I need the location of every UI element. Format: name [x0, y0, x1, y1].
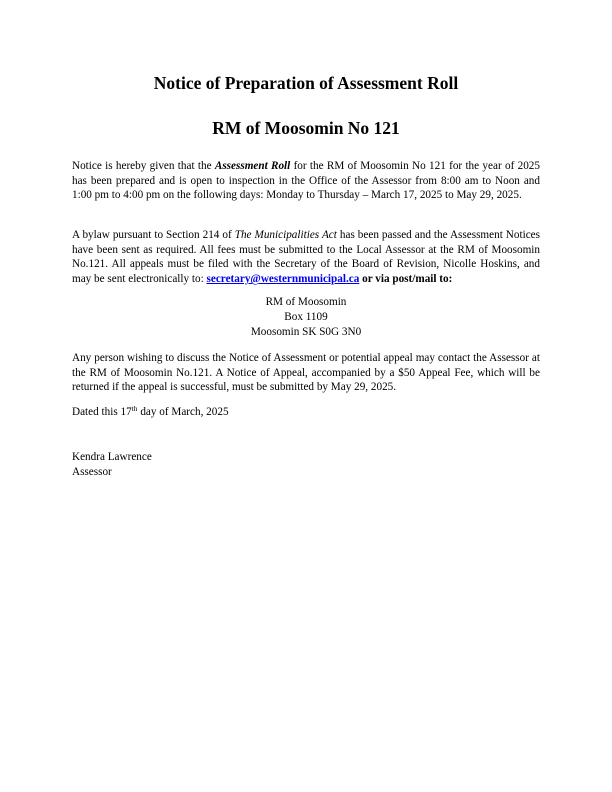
- dated-line: [72, 405, 540, 420]
- municipalities-act-title: The Municipalities Act: [234, 229, 337, 241]
- document-title: Notice of Preparation of Assessment Roll: [153, 73, 459, 93]
- dated-ordinal-suffix: th: [131, 404, 138, 413]
- address-line-1: RM of Moosomin: [265, 296, 347, 308]
- paragraph-bylaw-appeals: [72, 228, 540, 287]
- p2-text-c: or via post/mail to:: [359, 273, 453, 286]
- dated-rest: day of March, 2025: [137, 406, 229, 418]
- signatory-name: Kendra Lawrence: [72, 451, 152, 463]
- signatory-role: Assessor: [72, 466, 112, 478]
- paragraph-assessment-roll: [72, 159, 540, 203]
- paragraph-contact-assessor: Any person wishing to discuss the Notice of Assessment or potential appeal may contact the Assessor at the RM of Moosomin No.121. A Notice of Appeal, accompanied by a $50 Appeal Fee, which will be returned if the appeal is successful, must be submitted by May 29, 2025.: [72, 352, 540, 394]
- p2-text-a: A bylaw pursuant to Section 214 of: [72, 229, 235, 241]
- p1-text-a: Notice is hereby given that the: [72, 160, 215, 172]
- municipality-heading: RM of Moosomin No 121: [212, 118, 400, 138]
- secretary-email-link[interactable]: secretary@westernmunicipal.ca: [206, 273, 360, 286]
- assessment-roll-emphasis: Assessment Roll: [214, 160, 291, 172]
- dated-prefix: Dated this 17: [72, 406, 132, 418]
- p2-text-b: has been passed and the Assessment Notices have been sent as required. All fees must be submitted to the Local Assessor at the RM of Moosomin No.121. All appeals must be filed with the Secretary of the Board of Revision, Nicolle Hoskins, and may be sent electronically to:: [72, 229, 540, 286]
- address-line-3: Moosomin SK S0G 3N0: [250, 326, 362, 338]
- address-line-2: Box 1109: [284, 311, 328, 323]
- p1-text-b: for the RM of Moosomin No 121 for the year of 2025 has been prepared and is open to inspection in the Office of the Assessor from 8:00 am to Noon and 1:00 pm to 4:00 pm on the following days: Monday to Thursday – March 17, 2025 to May 29, 2025.: [72, 160, 540, 202]
